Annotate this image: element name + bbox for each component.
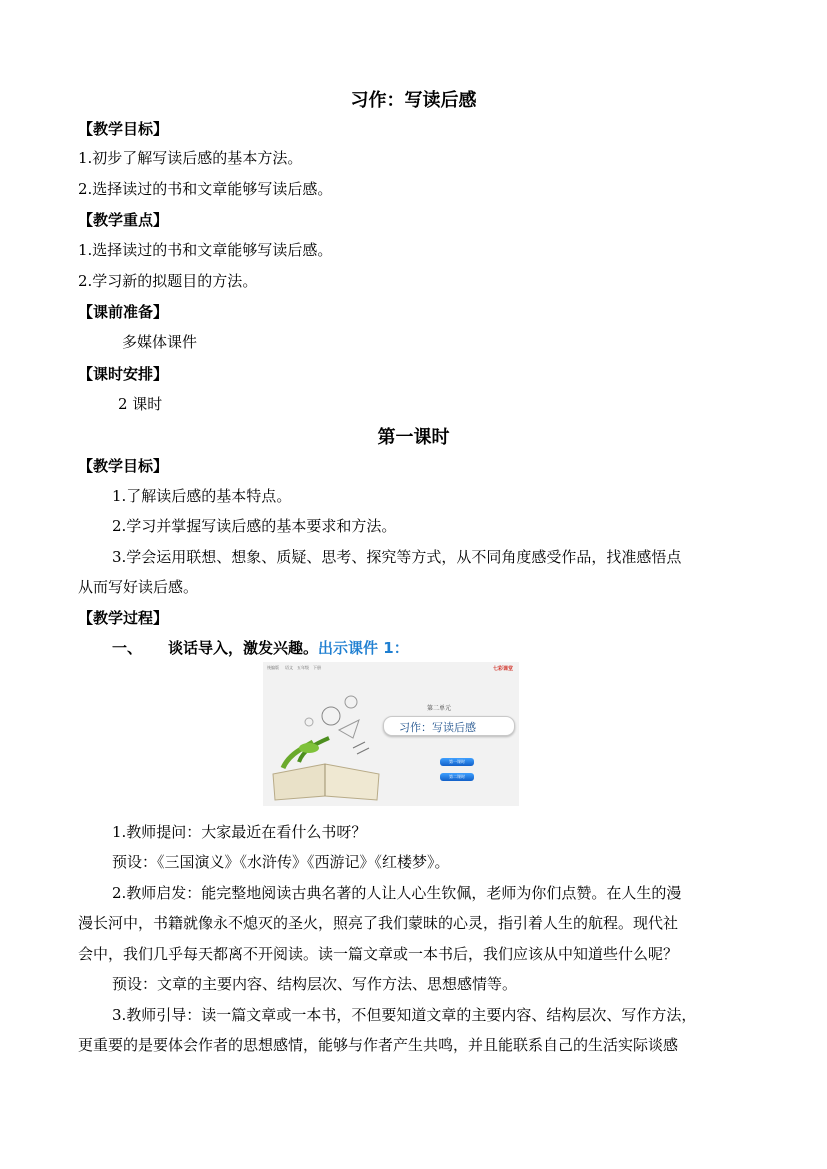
- lesson-objective-2: 2.学习并掌握写读后感的基本要求和方法。: [112, 517, 397, 535]
- objectives-heading: 【教学目标】: [78, 120, 169, 138]
- process-line-4: 漫长河中，书籍就像永不熄灭的圣火，照亮了我们蒙昧的心灵，指引着人生的航程。现代社: [78, 914, 679, 932]
- page-title: 习作：写读后感: [350, 90, 477, 111]
- prep-text: 多媒体课件: [122, 333, 198, 351]
- objective-2: 2.选择读过的书和文章能够写读后感。: [78, 180, 333, 198]
- step-1-text: 谈话导入，激发兴趣。: [168, 639, 319, 657]
- schedule-heading: 【课时安排】: [78, 365, 169, 383]
- slide-logo: 七彩课堂: [492, 666, 513, 672]
- lesson-objective-3: 3.学会运用联想、想象、质疑、思考、探究等方式，从不同角度感受作品，找准感悟点: [112, 548, 682, 566]
- schedule-text: 2 课时: [118, 395, 163, 413]
- process-line-2: 预设：《三国演义》《水浒传》《西游记》《红楼梦》。: [112, 853, 450, 871]
- slide-lesson1-button: 第一课时: [440, 758, 474, 766]
- step-1: [112, 638, 409, 658]
- courseware-link[interactable]: 出示课件 1：: [318, 639, 409, 657]
- slide-top-item: 五年级: [297, 665, 309, 670]
- courseware-slide-image: [263, 662, 519, 806]
- lesson-objective-1: 1.了解读后感的基本特点。: [112, 487, 292, 505]
- slide-main-title: 习作：写读后感: [399, 721, 476, 734]
- process-line-1: 1.教师提问：大家最近在看什么书呀？: [112, 823, 367, 841]
- slide-top-item: 统编版: [267, 665, 279, 670]
- focus-heading: 【教学重点】: [78, 211, 169, 229]
- open-book-illustration: [269, 678, 381, 802]
- slide-lesson2-button: 第二课时: [440, 773, 474, 781]
- lesson-objectives-heading: 【教学目标】: [78, 457, 169, 475]
- slide-unit-label: 第二单元: [427, 705, 452, 712]
- prep-heading: 【课前准备】: [78, 303, 169, 321]
- step-1-number: 一、: [112, 639, 143, 657]
- slide-top-bar: [263, 662, 519, 674]
- slide-top-item: 语文: [285, 665, 293, 670]
- process-line-8: 更重要的是要体会作者的思想感情，能够与作者产生共鸣，并且能联系自己的生活实际谈感: [78, 1036, 679, 1054]
- focus-1: 1.选择读过的书和文章能够写读后感。: [78, 241, 333, 259]
- focus-2: 2.学习新的拟题目的方法。: [78, 272, 258, 290]
- process-heading: 【教学过程】: [78, 609, 169, 627]
- objective-1: 1.初步了解写读后感的基本方法。: [78, 149, 303, 167]
- process-line-5: 会中，我们几乎每天都离不开阅读。读一篇文章或一本书后，我们应该从中知道些什么呢？: [78, 945, 679, 963]
- slide-top-item: 下册: [313, 665, 321, 670]
- lesson-title: 第一课时: [377, 427, 450, 448]
- lesson-objective-3-cont: 从而写好读后感。: [78, 578, 199, 596]
- process-line-3: 2.教师启发：能完整地阅读古典名著的人让人心生钦佩，老师为你们点赞。在人生的漫: [112, 884, 682, 902]
- process-line-6: 预设：文章的主要内容、结构层次、写作方法、思想感情等。: [112, 975, 518, 993]
- process-line-7: 3.教师引导：读一篇文章或一本书，不但要知道文章的主要内容、结构层次、写作方法，: [112, 1006, 697, 1024]
